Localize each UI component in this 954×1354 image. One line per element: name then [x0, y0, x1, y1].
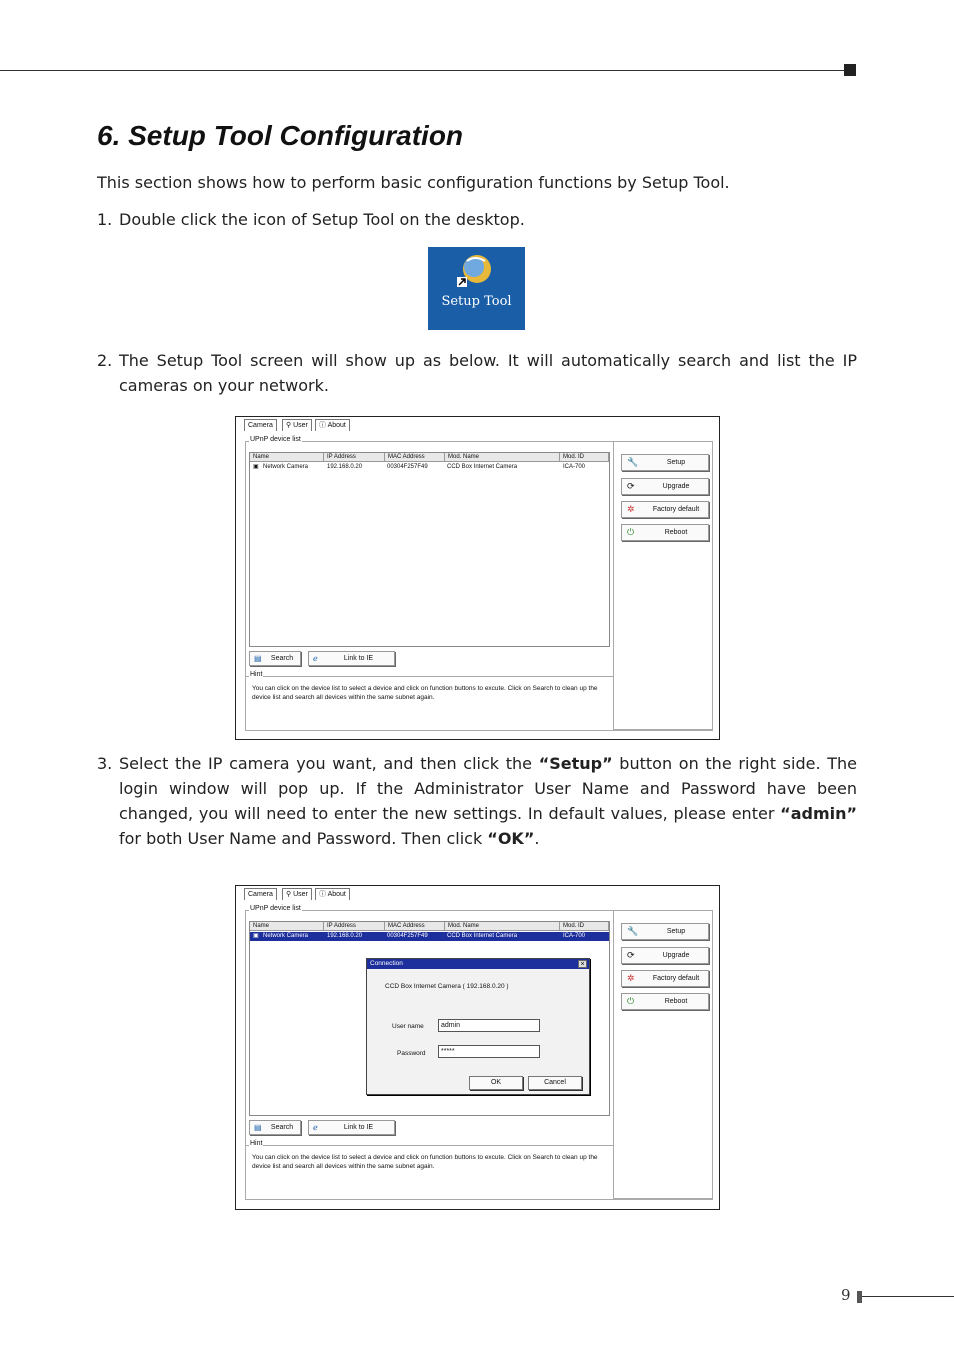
cancel-button[interactable]: Cancel [528, 1076, 582, 1090]
user-name-input[interactable]: admin [438, 1019, 540, 1032]
setup-button[interactable]: 🔧 Setup [621, 454, 709, 471]
bottom-rule [862, 1296, 954, 1297]
factory-default-button[interactable]: ✲ Factory default [621, 501, 709, 518]
top-rule [0, 70, 846, 71]
cell-model-name: CCD Box Internet Camera [447, 464, 518, 470]
search-icon: ▤ [254, 654, 262, 663]
tab-about[interactable]: ⓘ About [315, 888, 350, 900]
column-header[interactable]: Mod. Name [445, 453, 560, 462]
tab-bar [236, 886, 366, 900]
tab-camera[interactable]: Camera [244, 419, 277, 431]
camera-icon: ▣ [253, 933, 259, 939]
setup-tool-window-login [235, 885, 720, 1210]
setup-tool-icon [455, 251, 495, 291]
search-icon: ▤ [254, 1123, 262, 1132]
setup-tool-desktop-icon[interactable] [428, 247, 525, 330]
step-3 [97, 751, 857, 851]
cell-model-name: CCD Box Internet Camera [447, 933, 518, 939]
about-icon: ⓘ [319, 422, 328, 429]
setup-tool-window [235, 416, 720, 740]
setup-icon: 🔧 [627, 926, 639, 936]
ok-button[interactable]: OK [469, 1076, 523, 1090]
cell-mac: 00304F257F49 [387, 933, 428, 939]
user-name-label: User name [392, 1023, 424, 1030]
table-row[interactable] [250, 463, 609, 472]
step-text: The Setup Tool screen will show up as below. It will automatically search and list the IP cameras on your network. [119, 351, 857, 395]
step-1 [97, 207, 857, 232]
section-title: 6. Setup Tool Configuration [97, 120, 464, 151]
tab-user[interactable]: ⚲ User [282, 419, 312, 431]
column-header[interactable]: Mod. Name [445, 922, 560, 931]
upgrade-icon: ⟳ [627, 950, 635, 960]
reboot-button[interactable]: ⏻ Reboot [621, 993, 709, 1010]
tab-user[interactable]: ⚲ User [282, 888, 312, 900]
cell-ip: 192.168.0.20 [327, 933, 363, 939]
tab-about[interactable]: ⓘ About [315, 419, 350, 431]
close-icon[interactable]: × [578, 960, 587, 968]
table-row-selected[interactable] [250, 932, 609, 941]
column-header[interactable]: Name [250, 922, 324, 931]
column-header[interactable]: MAC Address [385, 453, 445, 462]
step-text: Select the IP camera you want, and then click the “Setup” button on the right side. The login window will pop up. If the Administrator User Name and Password have been changed, you will need to enter the new settings. In default values, please enter “admin” for both User Name and Password. Then click “OK”. [119, 754, 857, 848]
link-to-ie-button[interactable]: ℯ Link to IE [308, 1120, 395, 1135]
column-header[interactable]: MAC Address [385, 922, 445, 931]
device-list[interactable] [249, 452, 610, 647]
factory-default-icon: ✲ [627, 973, 635, 983]
hint-title: Hint [250, 671, 263, 678]
step-number: 2. [97, 351, 113, 370]
cell-name: Network Camera [263, 464, 309, 470]
column-header[interactable]: IP Address [324, 922, 385, 931]
intro-paragraph: This section shows how to perform basic configuration functions by Setup Tool. [97, 173, 730, 192]
column-header[interactable]: IP Address [324, 453, 385, 462]
ie-icon: ℯ [313, 654, 318, 663]
hint-title: Hint [250, 1140, 263, 1147]
desktop-icon-label: Setup Tool [441, 294, 512, 309]
bottom-marker [857, 1291, 862, 1303]
ie-icon: ℯ [313, 1123, 318, 1132]
power-icon: ⏻ [627, 527, 635, 537]
camera-icon: ▣ [253, 464, 259, 470]
column-header[interactable]: Mod. ID [560, 453, 609, 462]
search-button[interactable]: ▤ Search [249, 651, 301, 666]
top-square-marker [844, 64, 856, 76]
cell-ip: 192.168.0.20 [327, 464, 363, 470]
setup-icon: 🔧 [627, 457, 639, 467]
password-input[interactable]: ***** [438, 1045, 540, 1058]
tab-camera[interactable]: Camera [244, 888, 277, 900]
factory-default-icon: ✲ [627, 504, 635, 514]
column-header[interactable]: Mod. ID [560, 922, 609, 931]
dialog-device: CCD Box Internet Camera ( 192.168.0.20 ) [385, 983, 509, 990]
column-header[interactable]: Name [250, 453, 324, 462]
cell-model-id: ICA-700 [563, 933, 586, 939]
factory-default-button[interactable]: ✲ Factory default [621, 970, 709, 987]
page-number: 9 [841, 1286, 851, 1304]
step-number: 1. [97, 210, 113, 229]
group-title: UPnP device list [250, 436, 301, 443]
power-icon: ⏻ [627, 996, 635, 1006]
upgrade-button[interactable]: ⟳ Upgrade [621, 478, 709, 495]
tab-bar [236, 417, 366, 431]
step-2 [97, 348, 857, 398]
step-text: Double click the icon of Setup Tool on the desktop. [119, 210, 525, 229]
group-title: UPnP device list [250, 905, 301, 912]
step-number: 3. [97, 754, 113, 773]
hint-text: You can click on the device list to select a device and click on function buttons to excute. Click on Search to clean up the device list and search all devices within the same subnet again. [252, 685, 598, 701]
upgrade-icon: ⟳ [627, 481, 635, 491]
user-icon: ⚲ [286, 422, 294, 429]
about-icon: ⓘ [319, 891, 328, 898]
cell-mac: 00304F257F49 [387, 464, 428, 470]
reboot-button[interactable]: ⏻ Reboot [621, 524, 709, 541]
dialog-title: Connection [367, 959, 589, 969]
cell-name: Network Camera [263, 933, 309, 939]
user-icon: ⚲ [286, 891, 294, 898]
cell-model-id: ICA-700 [563, 464, 586, 470]
link-to-ie-button[interactable]: ℯ Link to IE [308, 651, 395, 666]
login-dialog [366, 958, 590, 1095]
search-button[interactable]: ▤ Search [249, 1120, 301, 1135]
upgrade-button[interactable]: ⟳ Upgrade [621, 947, 709, 964]
hint-text: You can click on the device list to select a device and click on function buttons to excute. Click on Search to clean up the device list and search all devices within the same subnet again. [252, 1154, 598, 1170]
setup-button[interactable]: 🔧 Setup [621, 923, 709, 940]
password-label: Password [397, 1050, 426, 1057]
